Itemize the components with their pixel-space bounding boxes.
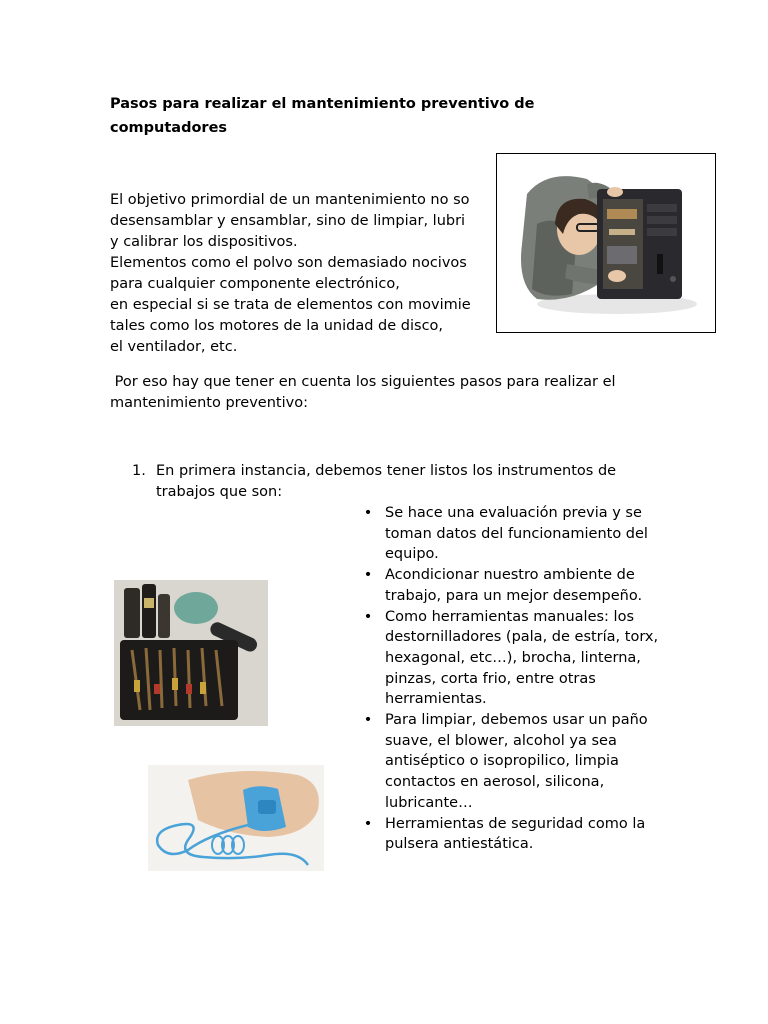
technician-illustration — [497, 154, 715, 332]
paragraph-line: mantenimiento preventivo: — [110, 395, 308, 411]
technician-photo — [496, 153, 716, 333]
list-item — [362, 814, 662, 855]
list-item-text: Para limpiar, debemos usar un paño suave, el blower, alcohol ya sea antiséptico o isopropilico, limpia contactos en aerosol, silicona, lubricante… — [385, 712, 648, 811]
title-line-1: Pasos para realizar el mantenimiento preventivo de — [110, 96, 535, 112]
antistatic-strap-illustration — [148, 765, 324, 871]
list-item — [362, 710, 662, 814]
intro-line: El objetivo primordial de un mantenimiento no so — [110, 192, 470, 208]
bullet-list — [362, 503, 662, 855]
intro-paragraph — [110, 190, 500, 358]
antistatic-strap-photo — [148, 765, 324, 871]
intro-line: para cualquier componente electrónico, — [110, 276, 400, 292]
title-line-2: computadores — [110, 120, 228, 136]
tool-kit-photo — [114, 580, 268, 726]
list-item-text: Herramientas de seguridad como la pulsera antiestática. — [385, 815, 646, 853]
page-title — [110, 92, 580, 140]
step-number: 1. — [132, 463, 146, 479]
instructions-paragraph — [110, 372, 670, 414]
tool-kit-illustration — [114, 580, 268, 726]
list-item — [362, 565, 662, 606]
intro-line: el ventilador, etc. — [110, 339, 238, 355]
intro-line: y calibrar los dispositivos. — [110, 234, 298, 250]
step-text: En primera instancia, debemos tener listos los instrumentos de trabajos que son: — [156, 463, 617, 500]
bullet-icon: • — [363, 815, 373, 832]
paragraph-line: Por eso hay que tener en cuenta los siguientes pasos para realizar el — [110, 374, 616, 390]
list-item-text: Se hace una evaluación previa y se toman datos del funcionamiento del equipo. — [385, 505, 648, 563]
list-item — [362, 607, 662, 711]
list-item — [362, 503, 662, 565]
list-item-text: Como herramientas manuales: los destornilladores (pala, de estría, torx, hexagonal, etc…), brocha, linterna, pinzas, corta frio, entre otras herramientas. — [385, 608, 659, 708]
bullet-icon: • — [363, 567, 373, 584]
bullet-icon: • — [363, 505, 373, 521]
intro-line: desensamblar y ensamblar, sino de limpiar, lubri — [110, 213, 466, 229]
intro-line: tales como los motores de la unidad de disco, — [110, 318, 444, 334]
bullet-icon: • — [363, 712, 373, 729]
list-item-text: Acondicionar nuestro ambiente de trabajo, para un mejor desempeño. — [385, 567, 643, 604]
bullet-icon: • — [363, 608, 373, 625]
intro-line: Elementos como el polvo son demasiado nocivos — [110, 255, 467, 271]
intro-line: en especial si se trata de elementos con movimie — [110, 297, 471, 313]
